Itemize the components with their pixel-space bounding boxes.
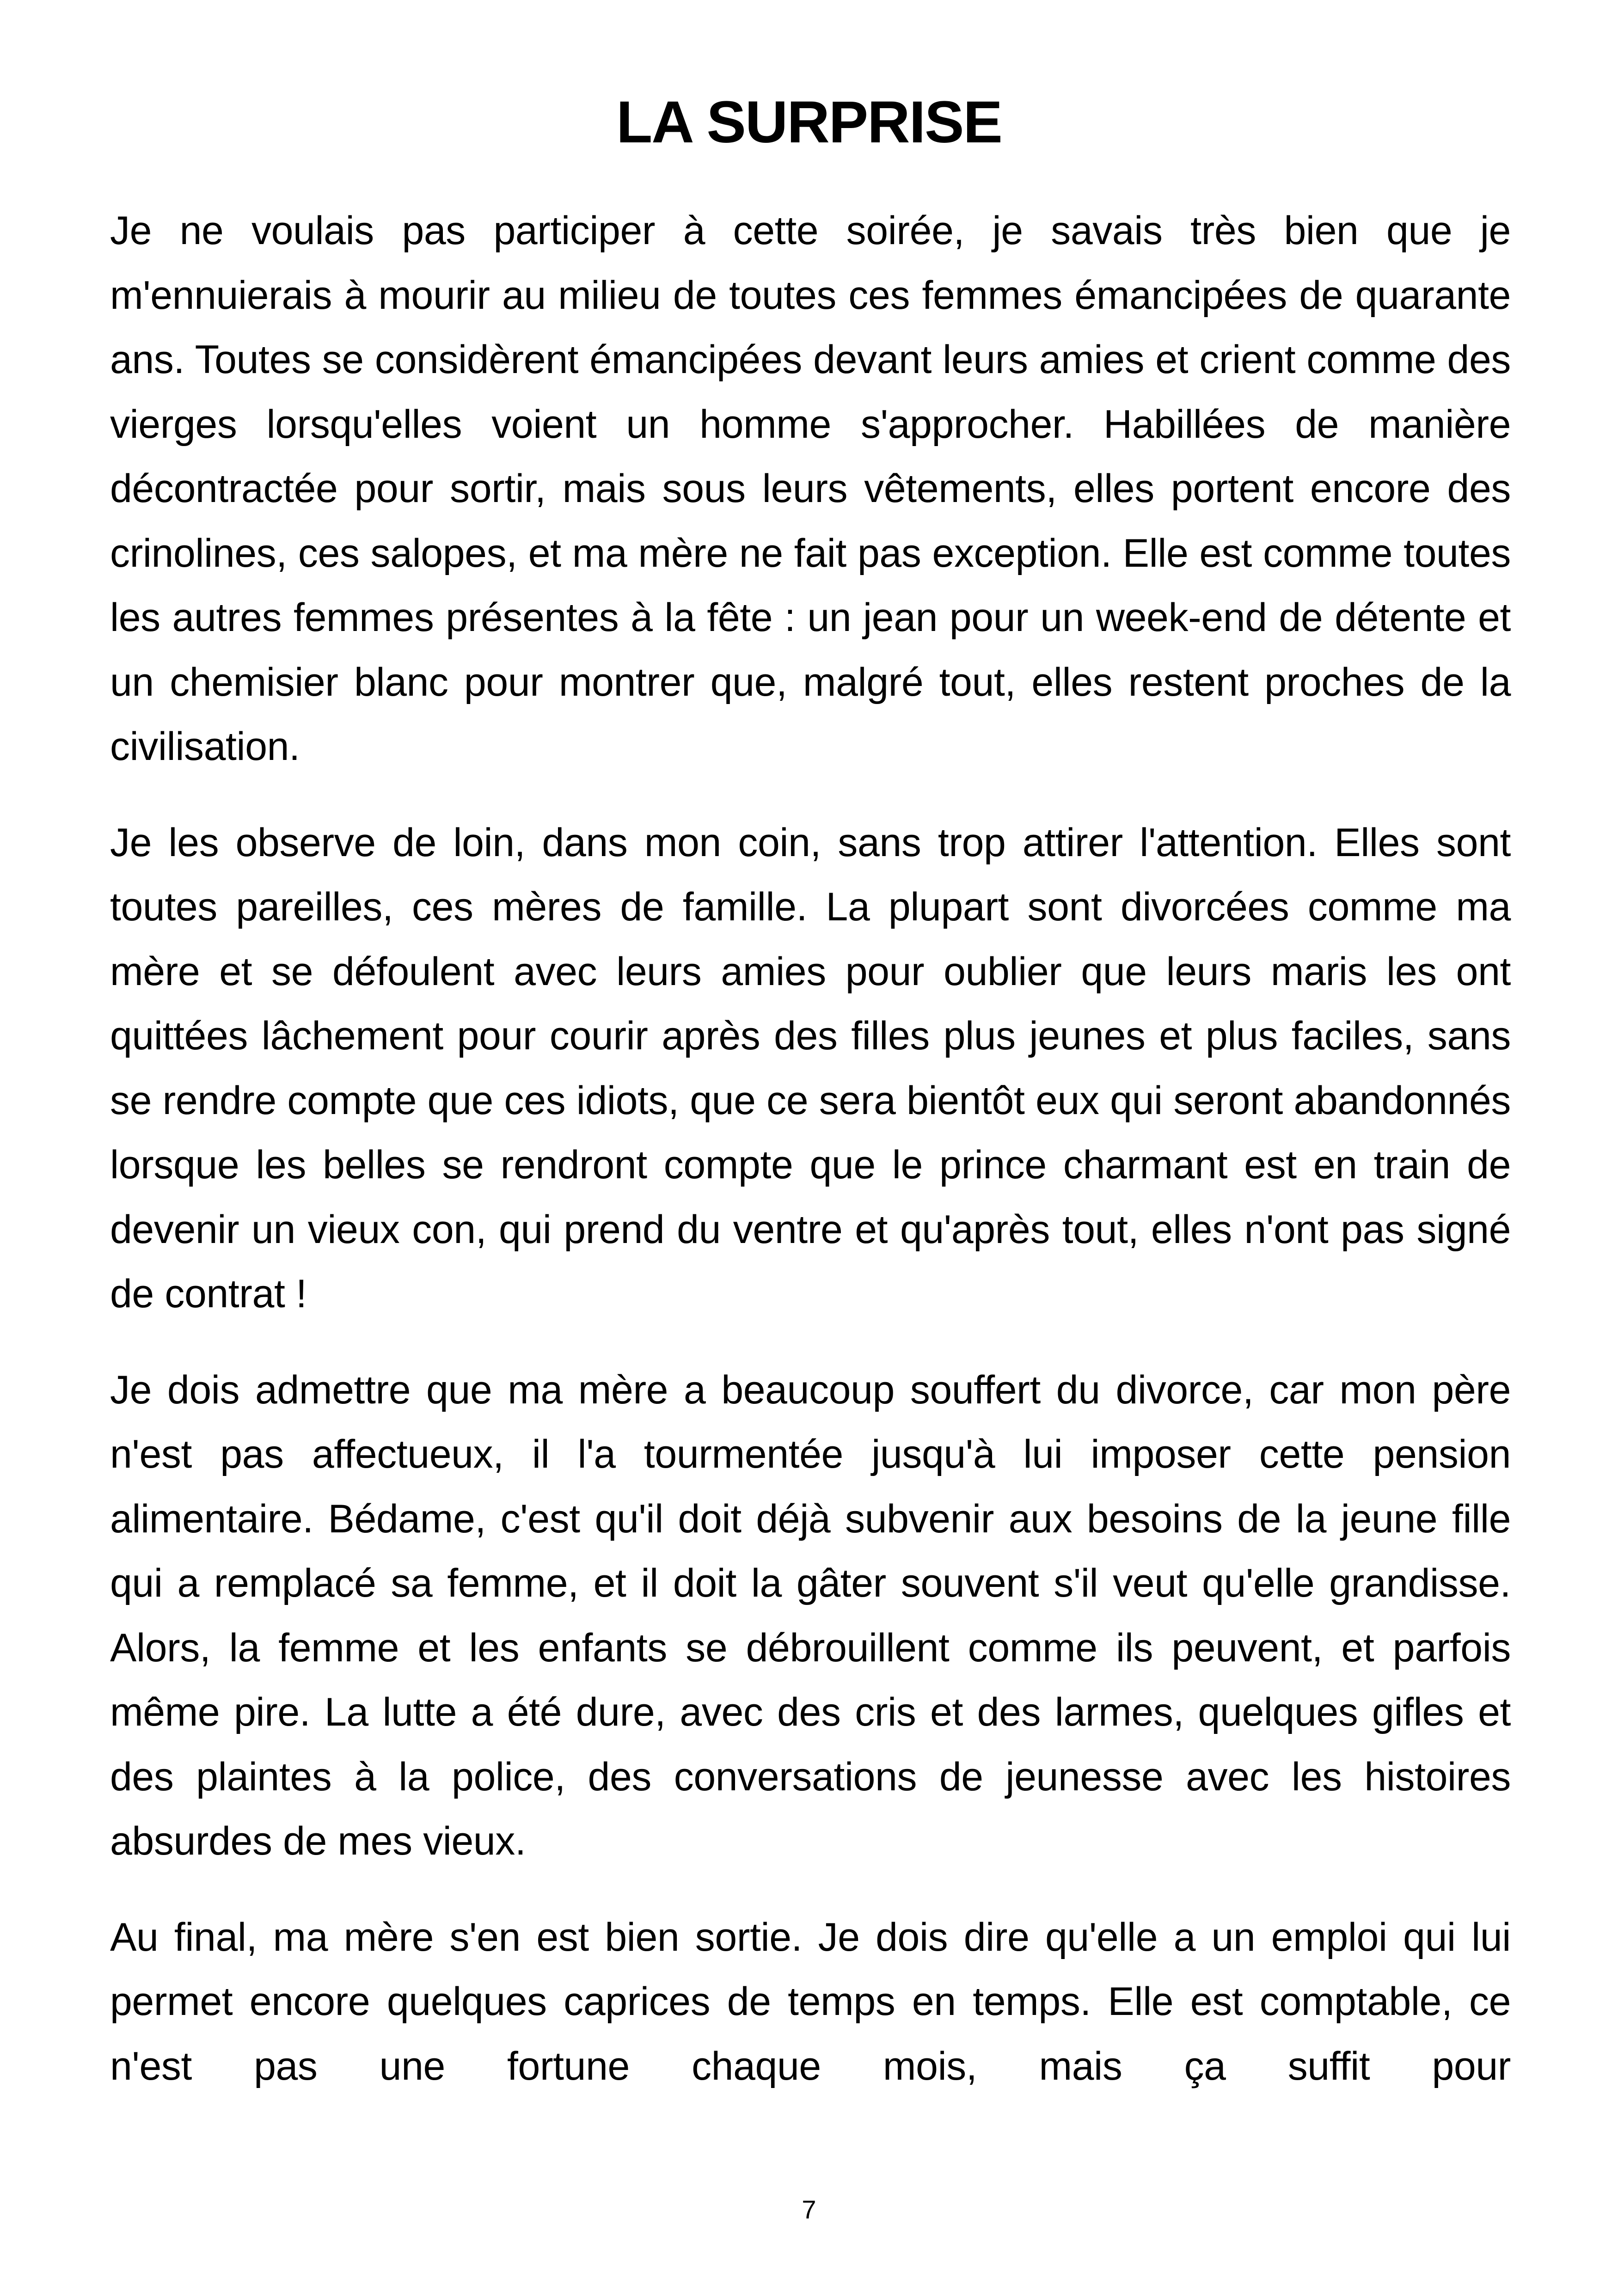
body-text <box>110 199 1511 2099</box>
paragraph: Je dois admettre que ma mère a beaucoup souffert du divorce, car mon père n'est pas affectueux, il l'a tourmentée jusqu'à lui imposer cette pension alimentaire. Bédame, c'est qu'il doit déjà subvenir aux besoins de la jeune fille qui a remplacé sa femme, et il doit la gâter souvent s'il veut qu'elle grandisse. Alors, la femme et les enfants se débrouillent comme ils peuvent, et parfois même pire. La lutte a été dure, avec des cris et des larmes, quelques gifles et des plaintes à la police, des conversations de jeunesse avec les histoires absurdes de mes vieux. <box>110 1367 1511 1863</box>
paragraph: Je ne voulais pas participer à cette soirée, je savais très bien que je m'ennuierais à mourir au milieu de toutes ces femmes émancipées de quarante ans. Toutes se considèrent émancipées devant leurs amies et crient comme des vierges lorsqu'elles voient un homme s'approcher. Habillées de manière décontractée pour sortir, mais sous leurs vêtements, elles portent encore des crinolines, ces salopes, et ma mère ne fait pas exception. Elle est comme toutes les autres femmes présentes à la fête : un jean pour un week-end de détente et un chemisier blanc pour montrer que, malgré tout, elles restent proches de la civilisation. <box>110 208 1511 769</box>
paragraph: Je les observe de loin, dans mon coin, sans trop attirer l'attention. Elles sont toutes pareilles, ces mères de famille. La plupart sont divorcées comme ma mère et se défoulent avec leurs amies pour oublier que leurs maris les ont quittées lâchement pour courir après des filles plus jeunes et plus faciles, sans se rendre compte que ces idiots, que ce sera bientôt eux qui seront abandonnés lorsque les belles se rendront compte que le prince charmant est en train de devenir un vieux con, qui prend du ventre et qu'après tout, elles n'ont pas signé de contrat ! <box>110 820 1511 1316</box>
paragraph: Au final, ma mère s'en est bien sortie. Je dois dire qu'elle a un emploi qui lui permet encore quelques caprices de temps en temps. Elle est comptable, ce n'est pas une fortune chaque mois, mais ça suffit pour <box>110 1915 1511 2088</box>
chapter-title: LA SURPRISE <box>616 89 1002 155</box>
page-number: 7 <box>802 2195 816 2224</box>
